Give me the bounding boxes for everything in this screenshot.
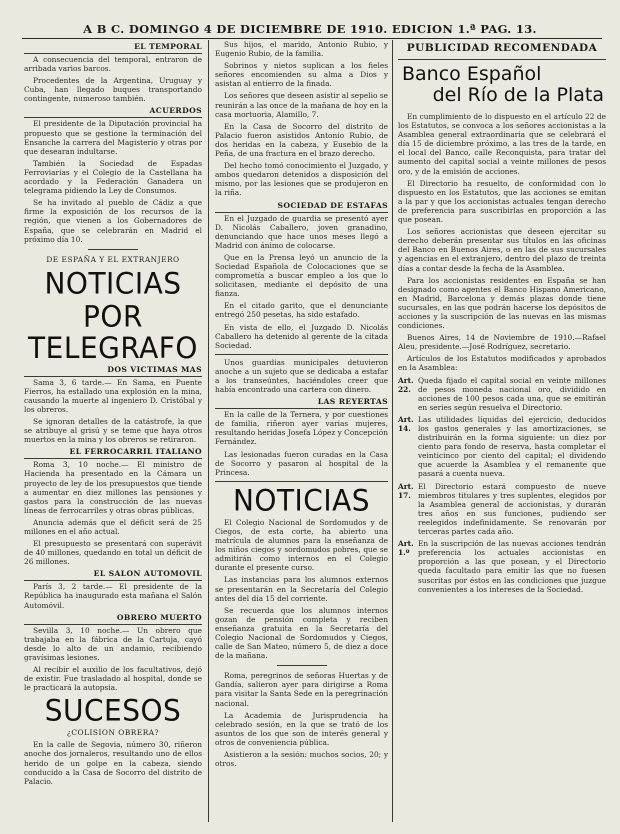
paragraph: El presidente de la Diputación provincial ha propuesto que se gestione la terminación del Ensanche la carrera del Magisterio y otras por que desearan indultarse. xyxy=(24,119,202,156)
subheading-obrero: OBRERO MUERTO xyxy=(24,613,202,625)
column-divider xyxy=(208,40,209,822)
section-rule xyxy=(215,354,388,355)
article-number: Art. 22. xyxy=(398,375,414,394)
statute-article xyxy=(398,539,606,594)
page-masthead: A B C. DOMINGO 4 DE DICIEMBRE DE 1910. EDICION 1.ª PAG. 13. xyxy=(83,22,537,36)
column-divider xyxy=(392,40,393,822)
column-left xyxy=(24,40,202,826)
paragraph: Del hecho tomó conocimiento el Juzgado, y ambos quedaron detenidos a disposición del mismo, por las lesiones que se produjeron en la riña. xyxy=(215,161,388,198)
paragraph: Buenos Aires, 14 de Noviembre de 1910.—Rafael Aleu, presidente.—José Rodríguez, secretario. xyxy=(398,333,606,352)
paragraph: Para los accionistas residentes en España se han designado como agentes el Banco Hispano Americano, en Madrid, Barcelona y demás plazas donde tiene sucursales, en las que podrán hacerse los depósitos de acciones y la suscripción de las nuevas en las mismas condiciones. xyxy=(398,275,606,331)
subheading-temporal: EL TEMPORAL xyxy=(24,42,202,54)
statute-article xyxy=(398,482,606,537)
paragraph: Los señores accionistas que deseen ejercitar su derecho deberán presentar sus títulos en las oficinas del Banco en Buenos Aires, o en las de sus sucursales y agencias en el extranjero, dentro del plazo de treinta días a contar desde la fecha de la Asamblea. xyxy=(398,227,606,273)
article-text: Queda fijado el capital social en veinte millones de pesos moneda nacional oro, dividido en acciones de 100 pesos cada una, que se emitirán en series según resuelva el Directorio. xyxy=(418,375,606,412)
paragraph: Roma, peregrinos de señoras Huertas y de Gandía, salieron ayer para dirigirse a Roma para visitar la Santa Sede en la peregrinación nacional. xyxy=(215,671,388,708)
paragraph: En la calle de Segovia, número 30, riñeron anoche dos jornaleros, resultando uno de ellos herido de un golpe en la cabeza, siendo conducido a la Casa de Socorro del distrito de Palacio. xyxy=(24,740,202,786)
paragraph: En el Juzgado de guardia se presentó ayer D. Nicolás Caballero, joven granadino, denunciando que hace unos meses llegó a Madrid con ánimo de colocarse. xyxy=(215,213,388,250)
paragraph: Que en la Prensa leyó un anuncio de la Sociedad Española de Colocaciones que se comprometía a buscar empleo a los que lo solicitasen, mediante el depósito de una fianza. xyxy=(215,252,388,299)
subheading-victimas: DOS VICTIMAS MAS xyxy=(24,365,202,377)
paragraph: Unos guardias municipales detuvieron anoche a un sujeto que se dedicaba a estafar a los transeúntes, haciéndoles creer que había encontrado una cartera con dinero. xyxy=(215,357,388,395)
paragraph: En la calle de la Ternera, y por cuestiones de familia, riñeron ayer varias mujeres, resultando heridas Josefa López y Concepción Fernández. xyxy=(215,410,388,447)
statute-article xyxy=(398,376,606,412)
subheading-ferrocarril: EL FERROCARRIL ITALIANO xyxy=(24,447,202,459)
subheading-reyertas: LAS REYERTAS xyxy=(215,397,388,409)
section-rule xyxy=(277,665,327,666)
headline-noticias-2: NOTICIAS xyxy=(232,482,371,518)
dateline: DE ESPAÑA Y EL EXTRANJERO xyxy=(46,254,180,264)
headline-sucesos: SUCESOS xyxy=(44,693,182,729)
paragraph: El Directorio ha resuelto, de conformidad con lo dispuesto en los Estatutos, que las acciones se emitan a la par y que los accionistas actuales tengan derecho de preferencia para suscribirlas en proporción a las que posean. xyxy=(398,178,606,225)
paragraph: Roma 3, 10 noche.— El ministro de Hacienda ha presentado en la Cámara un proyecto de ley de los presupuestos que tiende a aumentar en diez millones las pensiones y gastos para la construcción de las nuevas líneas de ferrocarriles y otras obras públicas. xyxy=(24,460,202,515)
paragraph: Sobrinos y nietos suplican a los fieles señores encomienden su alma a Dios y asistan al entierro de la finada. xyxy=(215,61,388,89)
paragraph: En el citado garito, que el denunciante entregó 250 pesetas, ha sido estafado. xyxy=(215,301,388,320)
paragraph: En la Casa de Socorro del distrito de Palacio fueron asistidos Antonio Rubio, de dos heridas en la cabeza, y Eusebio de la Peña, de una fractura en el brazo derecho. xyxy=(215,121,388,159)
paragraph: A consecuencia del temporal, entraron de arribada varios barcos. xyxy=(24,55,202,74)
bank-name-line-2: del Río de la Plata xyxy=(432,84,604,106)
paragraph: Las lesionadas fueron curadas en la Casa de Socorro y pasaron al hospital de la Princesa. xyxy=(215,449,388,477)
paragraph: Artículos de los Estatutos modificados y aprobados en la Asamblea: xyxy=(398,354,606,373)
paragraph: Se recuerda que los alumnos internos gozan de pensión completa y reciben enseñanza gratuita en la Secretaría del Colegio Nacional de Sordomudos y Ciegos, calle de San Mateo, número 5, de diez a doce de la mañana. xyxy=(215,605,388,661)
column-middle xyxy=(215,40,388,826)
article-number: Art. 1.º xyxy=(398,539,414,558)
section-rule xyxy=(398,59,606,60)
paragraph: También la Sociedad de Espadas Ferroviarias y el Colegio de la Castellana ha acordado y la Federación Ganadera un telegrama pidiendo la Ley de Consumos. xyxy=(24,158,202,196)
paragraph: Las instancias para los alumnos externos se presentarán en la Secretaría del Colegio antes del día 15 del corriente. xyxy=(215,575,388,603)
paragraph: Sevilla 3, 10 noche.— Un obrero que trabajaba en la fábrica de la Cartuja, cayó desde lo alto de un andamio, recibiendo gravísimas lesiones. xyxy=(24,625,202,662)
paragraph: La Academia de Jurisprudencia ha celebrado sesión, en la que se trató de los asuntos de los que son de interés general y otros de conveniencia pública. xyxy=(215,710,388,747)
headline-noticias: NOTICIAS xyxy=(44,265,182,301)
subheading-acuerdos: ACUERDOS xyxy=(24,106,202,118)
paragraph: Sama 3, 6 tarde.— En Sama, en Puente Fierros, ha estallado una explosión en la mina, causando la muerte al ingeniero D. Cristóbal y los obreros. xyxy=(24,377,202,414)
paragraph: El presupuesto se presentará con superávit de 40 millones, quedando en total un déficit de 26 millones. xyxy=(24,539,202,567)
paragraph: Procedentes de la Argentina, Uruguay y Cuba, han llegado buques transportando contingente, numeroso también. xyxy=(24,76,202,104)
headline-por-telegrafo: POR TELEGRAFO xyxy=(28,299,198,366)
article-number: Art. 14. xyxy=(398,414,414,433)
paragraph: Anuncia además que el déficit será de 25 millones en el año actual. xyxy=(24,517,202,536)
bank-advert-heading xyxy=(398,64,606,106)
masthead-rule xyxy=(22,38,602,39)
article-text: El Directorio estará compuesto de nueve miembros titulares y tres suplentes, elegidos por la Asamblea general de accionistas, y durarán tres años en sus funciones, pudiendo ser reelegidos indefinidamente. Se renovarán por terceras partes cada año. xyxy=(418,481,606,537)
subheading-colision: ¿COLISION OBRERA? xyxy=(66,728,160,738)
subheading-salon: EL SALON AUTOMOVIL xyxy=(24,569,202,581)
paragraph: En vista de ello, el Juzgado D. Nicolás Caballero ha detenido al gerente de la citada Sociedad. xyxy=(215,322,388,350)
paragraph: El Colegio Nacional de Sordomudos y de Ciegos, de esta corte, ha abierto una matrícula de alumnos para la enseñanza de los niños ciegos y sordomudos pobres, que se admitirán como internos en el Colegio durante el presente curso. xyxy=(215,517,388,573)
article-text: En la suscripción de las nuevas acciones tendrán preferencia los actuales accionistas en proporción a las que posean, y el Directorio queda facultado para emitir las que no fuesen suscritas por éstos en las condiciones que juzgue convenientes a los intereses de la Sociedad. xyxy=(418,539,606,594)
article-number: Art. 17. xyxy=(398,481,414,500)
paragraph: Sus hijos, el marido, Antonio Rubio, y Eugenio Rubio, de la familia. xyxy=(215,40,388,59)
paragraph: Los señores que deseen asistir al sepelio se reunirán a las once de la mañana de hoy en la casa mortuoria, Alamillo, 7. xyxy=(215,91,388,119)
subheading-estafas: SOCIEDAD DE ESTAFAS xyxy=(215,201,388,213)
statute-article xyxy=(398,415,606,479)
section-rule xyxy=(88,249,138,250)
article-text: Las utilidades líquidas del ejercicio, deducidos los gastos generales y las amortizaciones, se distribuirán en la forma siguiente: un diez por ciento para fondo de reserva, hasta completar el veinticinco por ciento del capital; el dividendo que acuerde la Asamblea y el remanente que pasará a cuenta nueva. xyxy=(418,414,606,479)
paragraph: Al recibir el auxilio de los facultativos, dejó de existir. Fue trasladado al hospital, donde se le practicará la autopsia. xyxy=(24,665,202,693)
paragraph: Asistieron a la sesión: muchos socios, 20; y otros. xyxy=(215,750,388,769)
paragraph: Se ignoran detalles de la catástrofe, la que se atribuye al grisú y se teme que haya otros muertos en la mina y los obreros se retiraron. xyxy=(24,417,202,445)
column-right xyxy=(398,40,606,826)
paragraph: Se ha invitado al pueblo de Cádiz a que firme la exposición de los recursos de la región, que vienen a los Gobernadores de España, que se celebrarán en Madrid el próximo día 10. xyxy=(24,198,202,244)
paragraph: París 3, 2 tarde.— El presidente de la República ha inaugurado esta mañana el Salón Automóvil. xyxy=(24,582,202,610)
section-rule xyxy=(215,481,388,482)
paragraph: En cumplimiento de lo dispuesto en el artículo 22 de los Estatutos, se convoca a los señores accionistas a la Asamblea general extraordinaria que se celebrará el día 15 de diciembre próximo, a las tres de la tarde, en el local del Banco, calle Reconquista, para tratar del aumento del capital social a veinte millones de pesos oro, y de la emisión de acciones. xyxy=(398,112,606,176)
bank-name-line-1: Banco Español xyxy=(402,63,542,85)
advertising-section-title: PUBLICIDAD RECOMENDADA xyxy=(406,42,598,54)
